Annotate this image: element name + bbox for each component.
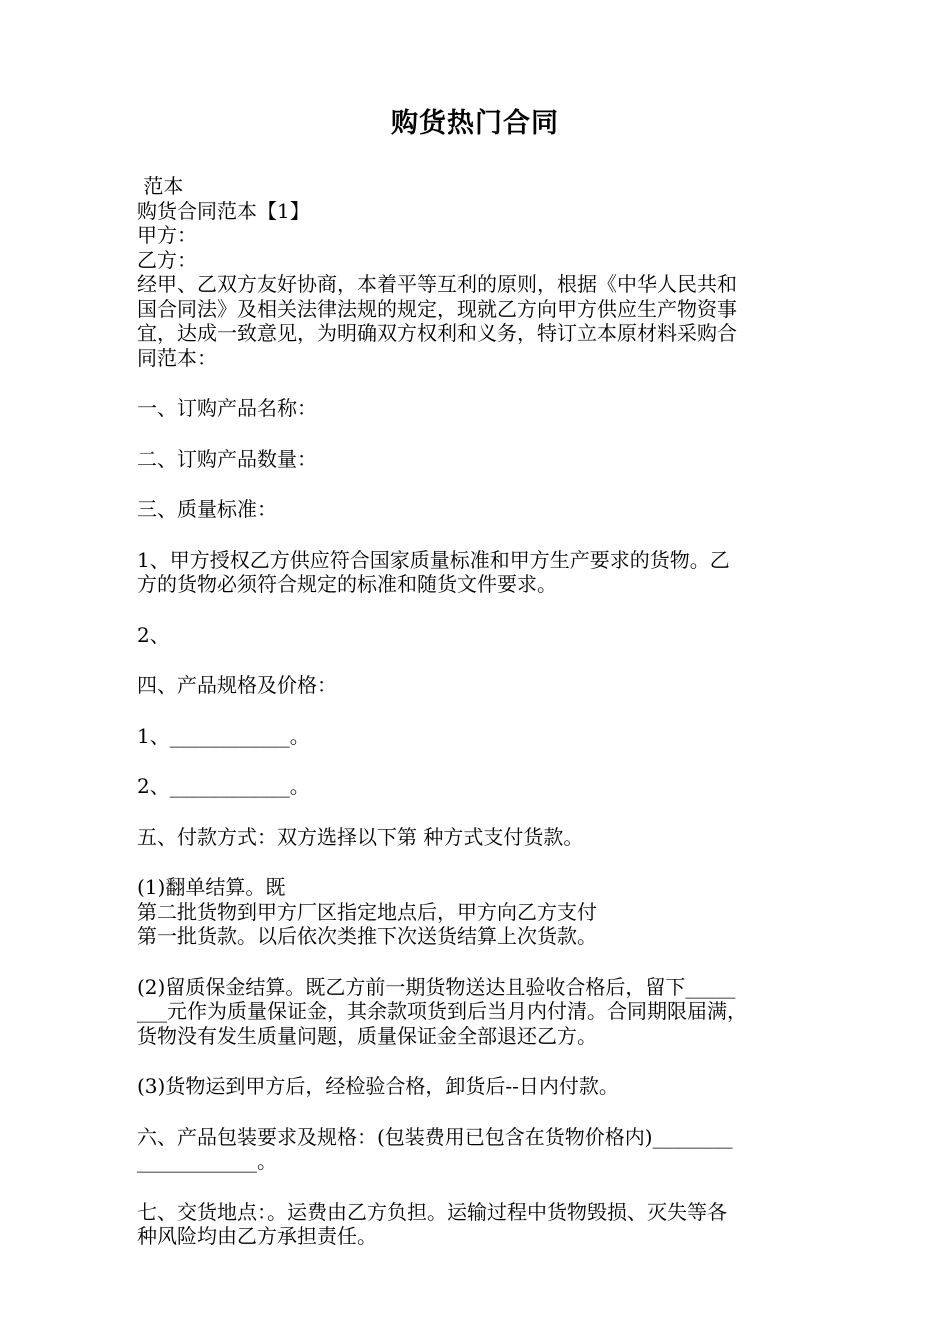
clause-payment-2: (2)留质保金结算。既乙方前一期货物送达且验收合格后，留下_____ ___元作为质量保证金，其余款项货到后当月内付清。合同期限届满， 货物没有发生质量问题，质量保证金全部退还乙方。 (137, 974, 747, 1048)
clause-quality-2: 2、 (137, 622, 170, 647)
document-title: 购货热门合同 (391, 108, 559, 139)
section-spec-price: 四、产品规格及价格： (137, 673, 337, 697)
clause-spec-1: 1、____________。 (137, 723, 310, 748)
clause-payment-3: (3)货物运到甲方后，经检验合格，卸货后--日内付款。 (137, 1074, 619, 1098)
paragraph-party-b: 乙方： (137, 247, 197, 272)
section-product-name: 一、订购产品名称： (137, 396, 317, 420)
section-quality-standard: 三、质量标准： (137, 497, 277, 521)
section-packaging: 六、产品包装要求及规格：(包装费用已包含在货物价格内)________ ____________。 (137, 1124, 733, 1173)
clause-quality-1: 1、甲方授权乙方供应符合国家质量标准和甲方生产要求的货物。乙 方的货物必须符合规定的标准和随货文件要求。 (137, 547, 730, 596)
paragraph-contract-heading: 购货合同范本【1】 (137, 198, 310, 223)
paragraph-party-a: 甲方： (137, 223, 197, 247)
section-product-quantity: 二、订购产品数量： (137, 446, 317, 471)
clause-spec-2: 2、____________。 (137, 774, 310, 798)
paragraph-template-label: 范本 (137, 174, 184, 198)
paragraph-preamble: 经甲、乙双方友好协商，本着平等互利的原则，根据《中华人民共和 国合同法》及相关法律法规的规定，现就乙方向甲方供应生产物资事 宜，达成一致意见，为明确双方权利和义务，特订立本原材料采购合 同范本： (137, 272, 737, 370)
clause-payment-1: (1)翻单结算。既 第二批货物到甲方厂区指定地点后，甲方向乙方支付 第一批货款。以后依次类推下次送货结算上次货款。 (137, 875, 597, 948)
section-delivery-location: 七、交货地点：。运费由乙方负担。运输过程中货物毁损、灭失等各 种风险均由乙方承担责任。 (137, 1199, 727, 1248)
document-body (137, 174, 827, 1249)
section-payment-method: 五、付款方式：双方选择以下第 种方式支付货款。 (137, 824, 584, 849)
